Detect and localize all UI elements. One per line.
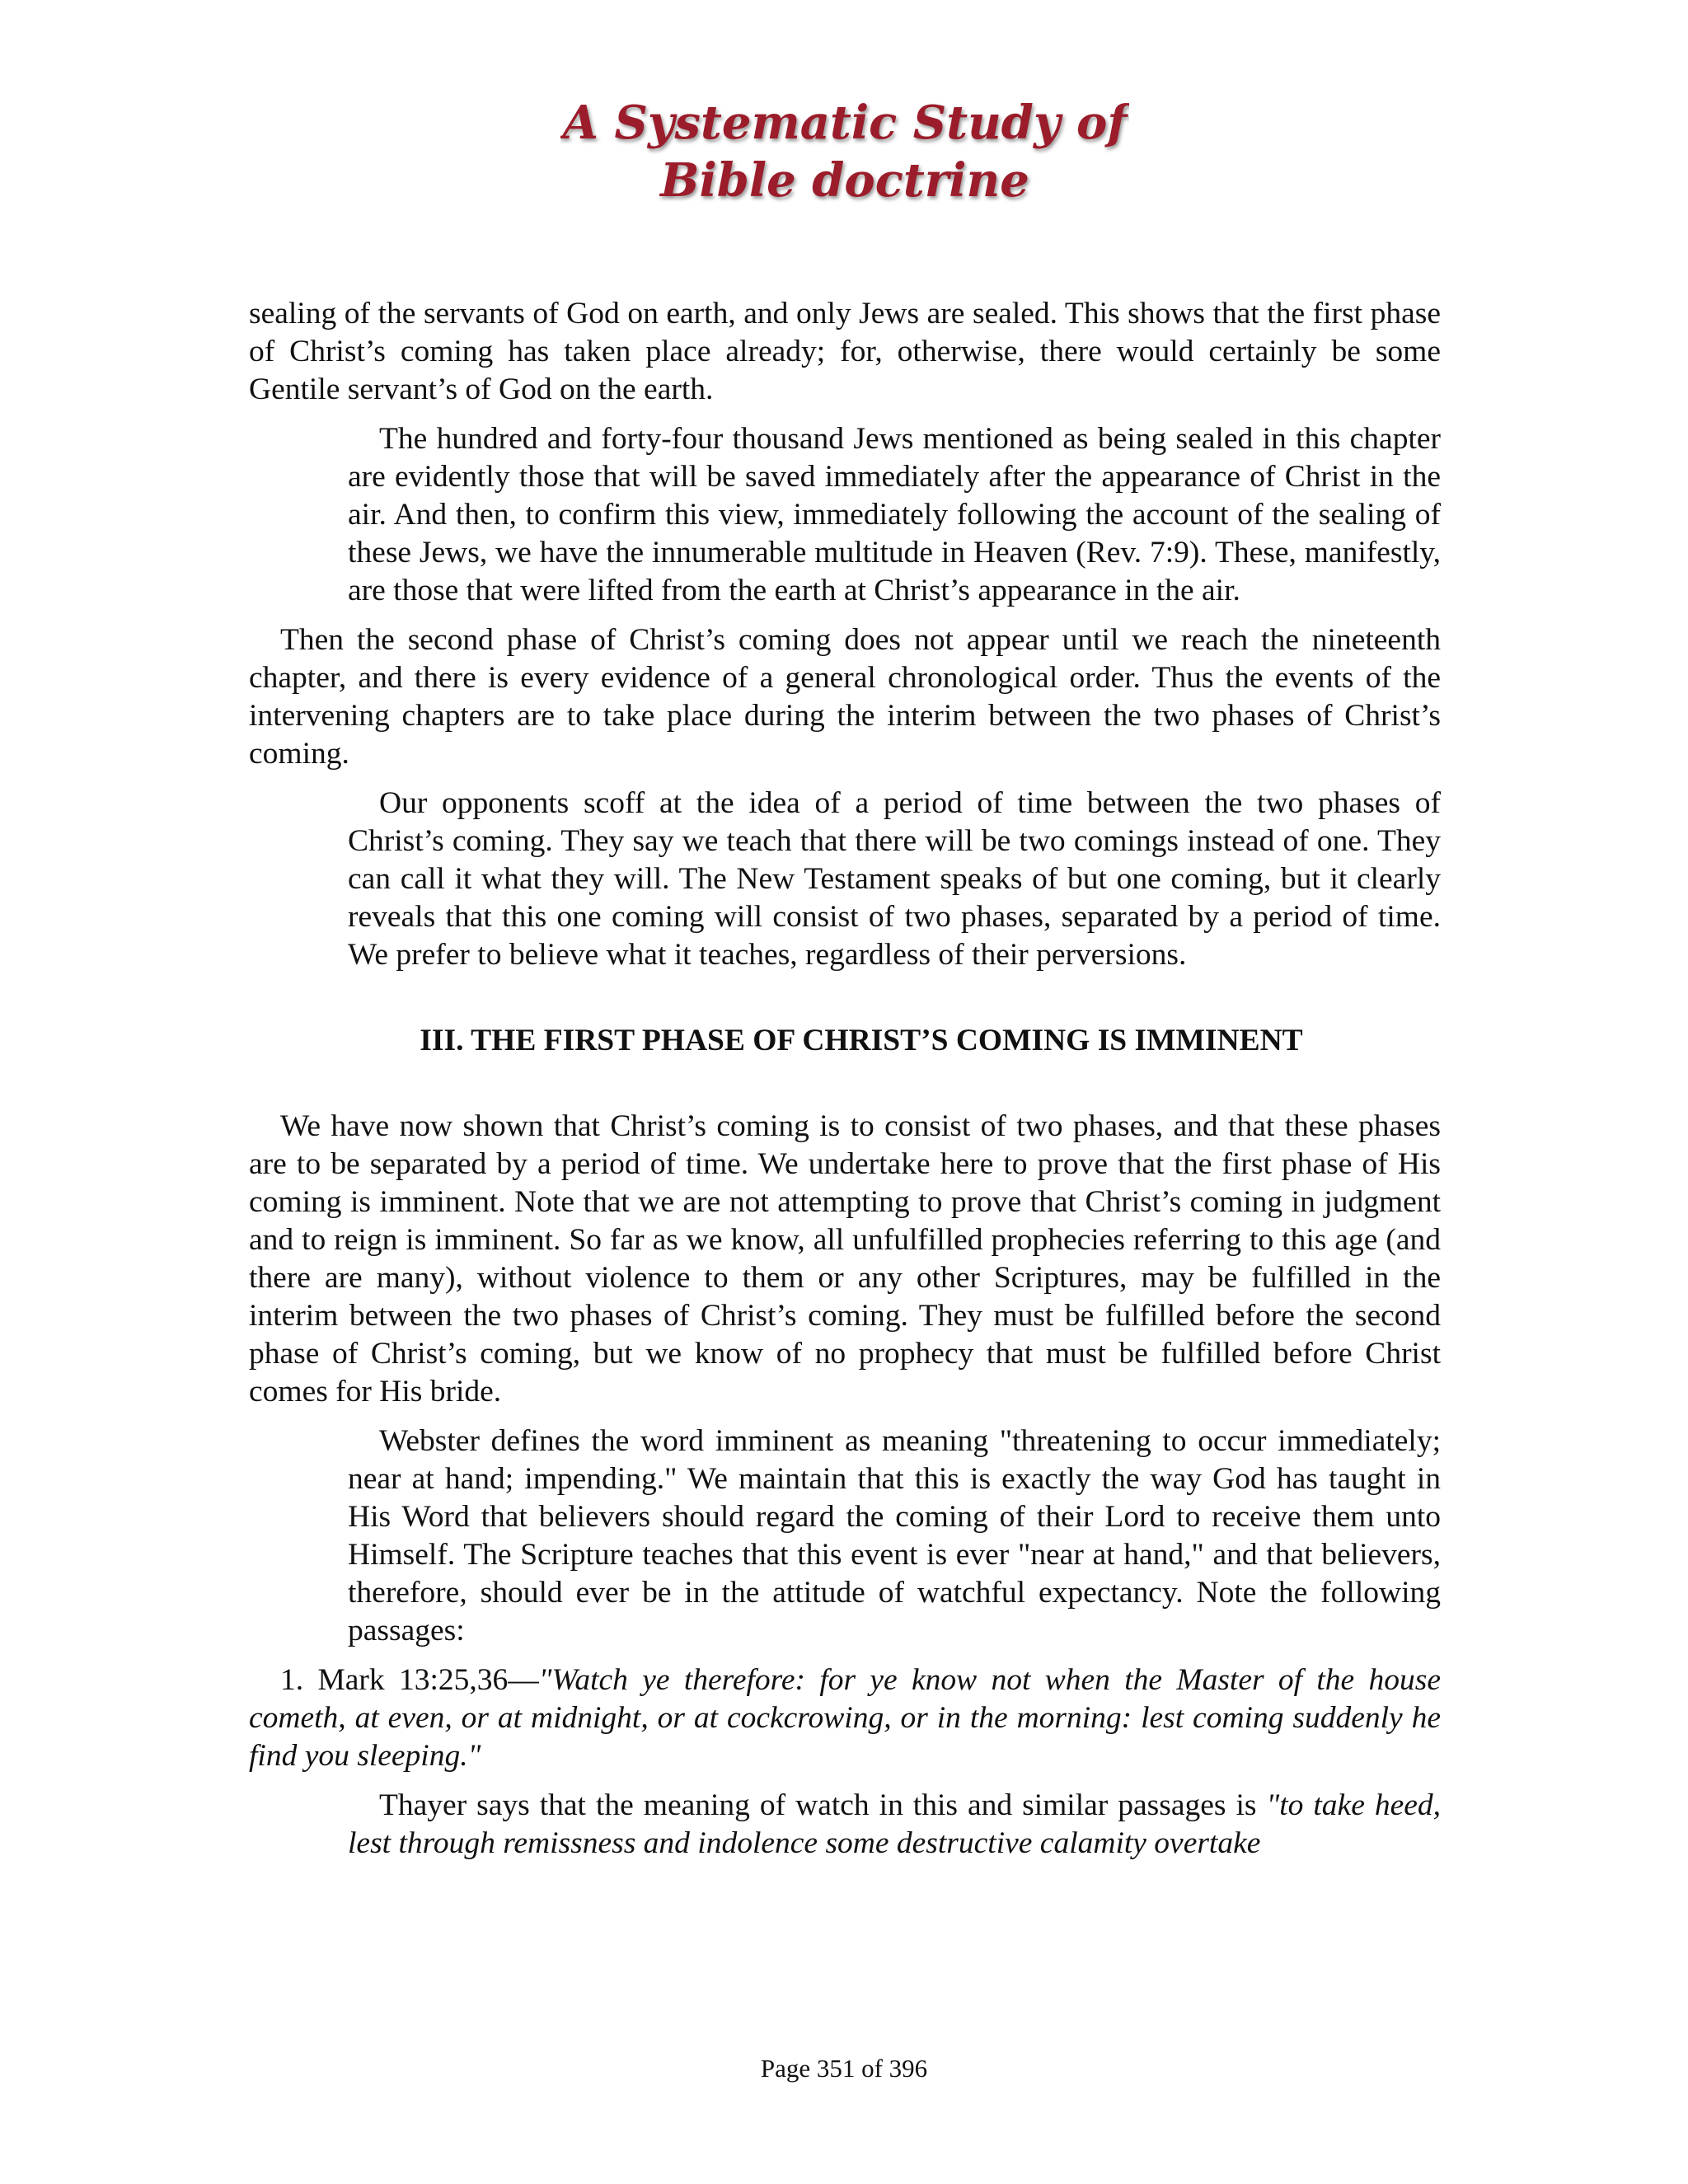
scripture-paragraph (249, 1661, 1441, 1775)
paragraph-2: Then the second phase of Christ’s coming does not appear until we reach the nineteenth chapter, and there is every evidence of a general chronological order. Thus the events of the intervening chapters are to take place during the interim between the two phases of Christ’s coming. (249, 623, 1441, 771)
indented-paragraph-1: The hundred and forty-four thousand Jews mentioned as being sealed in this chapter are evidently those that will be saved immediately after the appearance of Christ in the air. And then, to confirm this view, immediately following the account of the sealing of these Jews, we have the innumerable multitude in Heaven (Rev. 7:9). These, manifestly, are those that were lifted from the earth at Christ’s appearance in the air. (348, 422, 1441, 607)
logo-line-2: Bible doctrine (660, 153, 1029, 208)
indented-paragraph-3: Webster defines the word imminent as meaning "threatening to occur immediately; near at hand; impending." We maintain that this is exactly the way God has taught in His Word that believers should regard the coming of their Lord to receive them unto Himself. The Scripture teaches that this event is ever "near at hand," and that believers, therefore, should ever be in the attitude of watchful expectancy. Note the following passages: (348, 1424, 1441, 1647)
paragraph-1: sealing of the servants of God on earth, and only Jews are sealed. This shows that the first phase of Christ’s coming has taken place already; for, otherwise, there would certainly be some Gentile servant’s of God on the earth. (249, 297, 1441, 406)
thayer-lead: Thayer says that the meaning of watch in this and similar passages is (379, 1788, 1267, 1822)
main-text (249, 295, 1441, 1863)
book-title-logo (560, 91, 1129, 214)
page-number: Page 351 of 396 (760, 2054, 928, 2083)
paragraph-3: We have now shown that Christ’s coming is to consist of two phases, and that these phases are to be separated by a period of time. We undertake here to prove that the first phase of His coming is imminent. Note that we are not attempting to prove that Christ’s coming in judgment and to reign is imminent. So far as we know, all unfulfilled prophecies referring to this age (and there are many), without violence to them or any other Scriptures, may be fulfilled in the interim between the two phases of Christ’s coming. They must be fulfilled before the second phase of Christ’s coming, but we know of no prophecy that must be fulfilled before Christ comes for His bride. (249, 1109, 1441, 1408)
scripture-quote: "Watch ye therefore: for ye know not when the Master of the house cometh, at even, or at midnight, or at cockcrowing, or in the morning: lest coming suddenly he find you sleeping." (249, 1663, 1441, 1773)
logo-line-1: A Systematic Study of (562, 96, 1128, 150)
scripture-reference: 1. Mark 13:25,36— (280, 1663, 539, 1697)
section-heading: III. THE FIRST PHASE OF CHRIST’S COMING IS IMMINENT (420, 1024, 1303, 1057)
indented-paragraph-2: Our opponents scoff at the idea of a period of time between the two phases of Christ’s coming. They say we teach that there will be two comings instead of one. They can call it what they will. The New Testament speaks of but one coming, but it clearly reveals that this one coming will consist of two phases, separated by a period of time. We prefer to believe what it teaches, regardless of their perversions. (348, 786, 1441, 972)
thayer-quote: "to take heed, lest through remissness and indolence some destructive calamity overtake (348, 1788, 1441, 1860)
indented-paragraph-4 (348, 1787, 1441, 1863)
